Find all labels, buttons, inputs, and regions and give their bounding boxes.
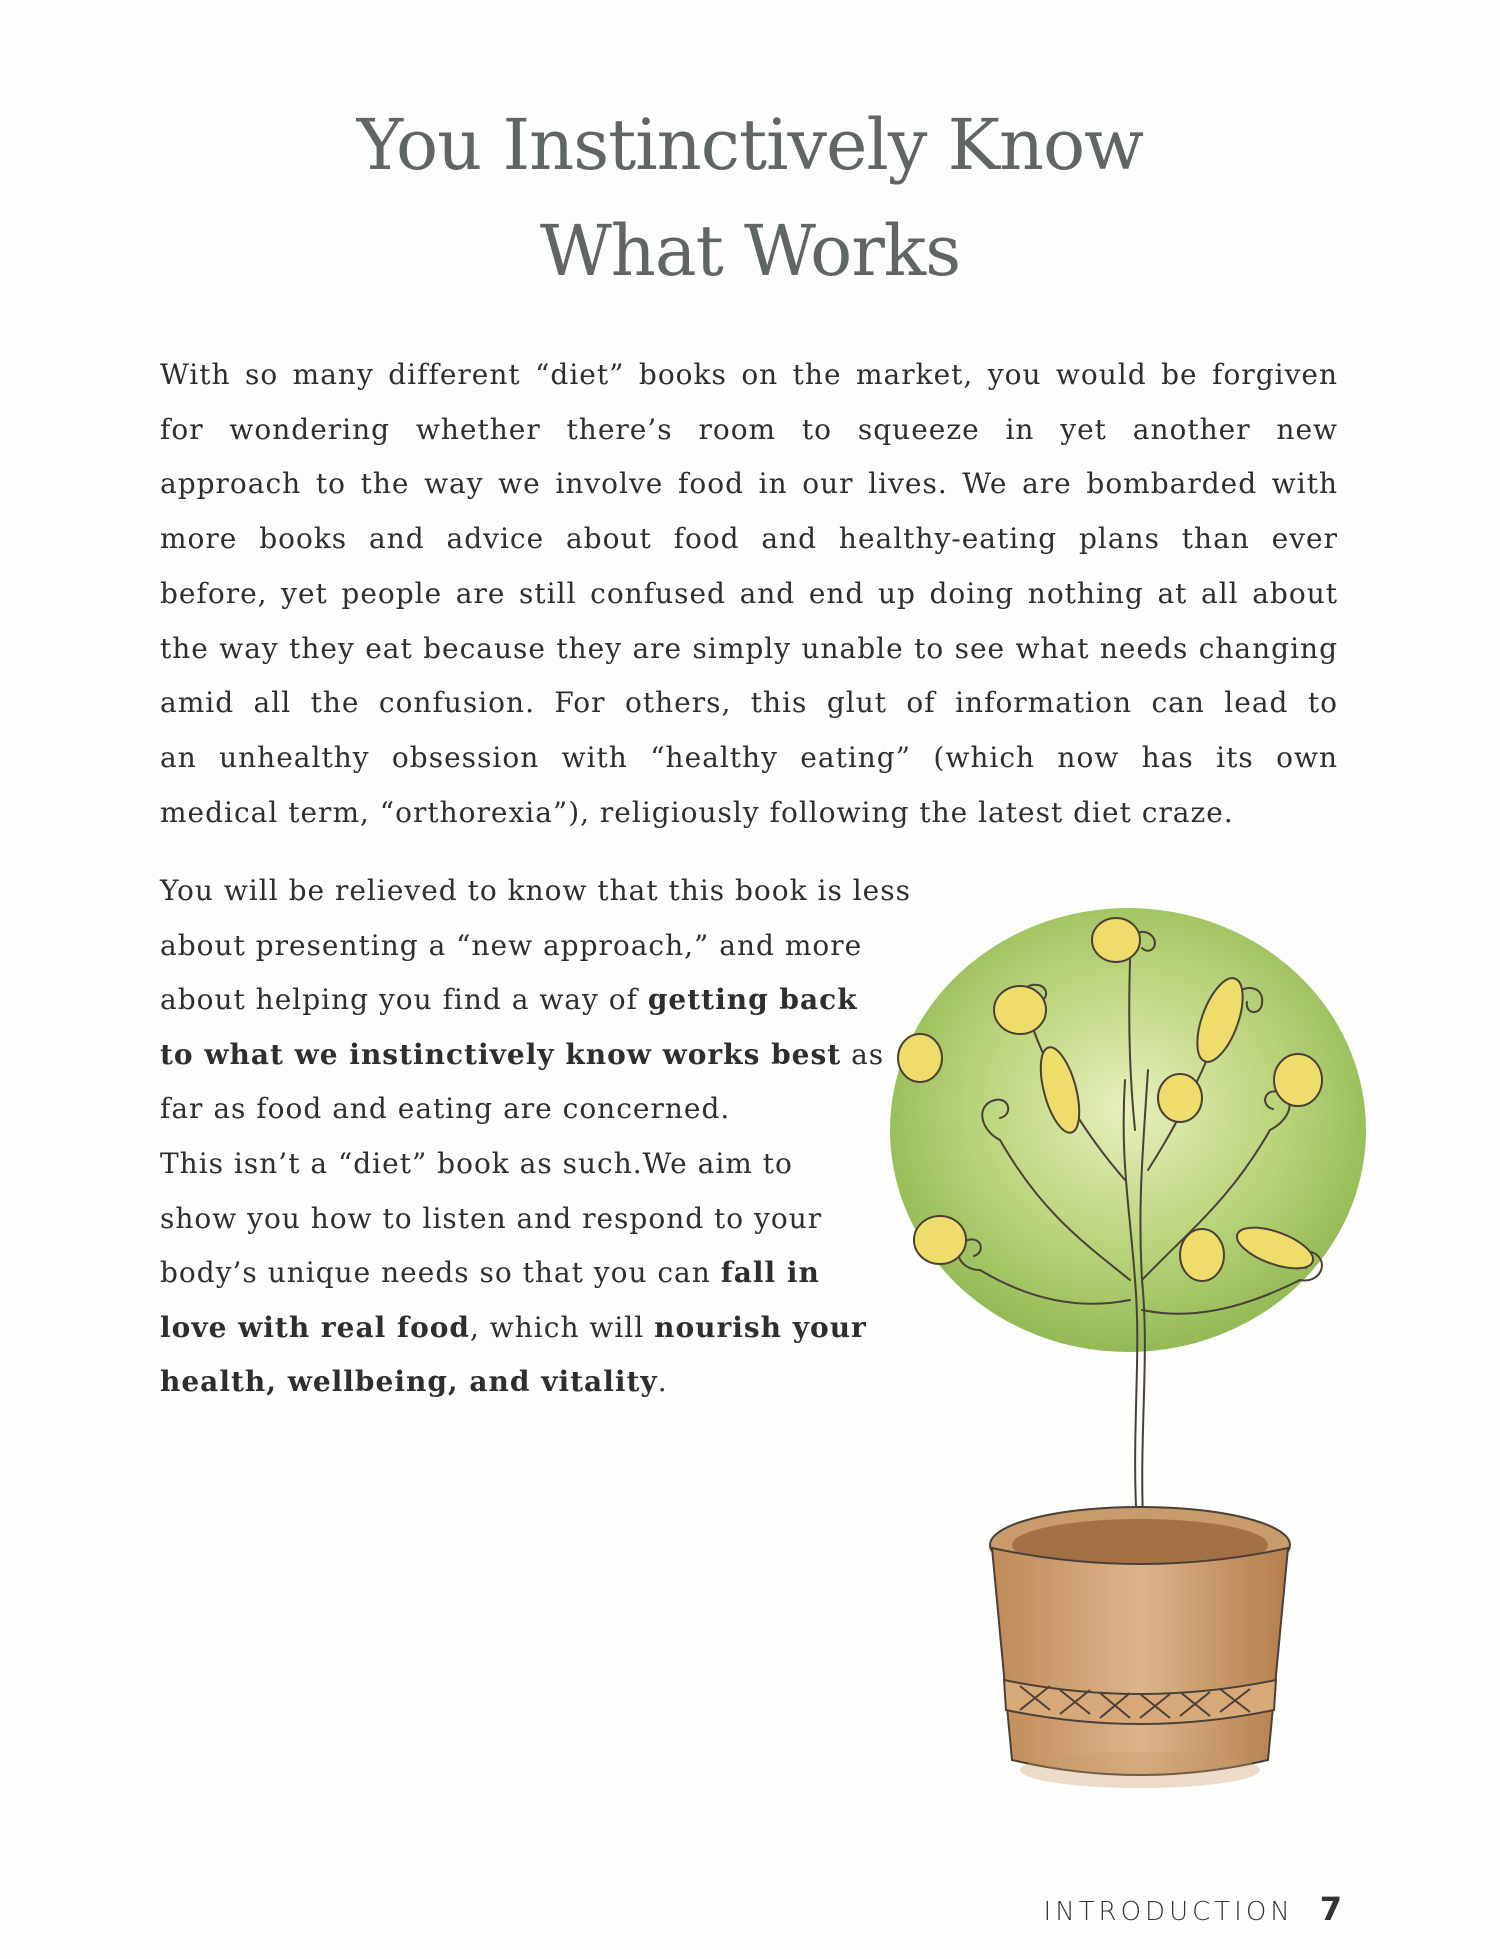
text-line: approach to the way we involve food in our lives. We are bombarded with bbox=[160, 467, 1338, 501]
bold-phrase: to what we instinctively know works best bbox=[160, 1037, 842, 1071]
text-line: With so many different “diet” books on the market, you would be forgiven bbox=[160, 358, 1338, 391]
text-line bbox=[160, 1355, 950, 1410]
title-line-2: What Works bbox=[539, 210, 961, 292]
plant-pot bbox=[990, 1507, 1290, 1788]
text-line: before, yet people are still confused and end up doing nothing at all about bbox=[160, 576, 1338, 610]
page-title bbox=[160, 92, 1340, 304]
text-line: amid all the confusion. For others, this glut of information can lead to bbox=[160, 686, 1338, 720]
text-span: . bbox=[657, 1365, 668, 1399]
text-span: about helping you find a way of bbox=[160, 983, 648, 1017]
page-number: 7 bbox=[1319, 1890, 1342, 1928]
text-line: the way they eat because they are simply unable to see what needs changing bbox=[160, 631, 1338, 665]
text-line: more books and advice about food and healthy-eating plans than ever bbox=[160, 522, 1338, 556]
title-line-1: You Instinctively Know bbox=[356, 104, 1144, 186]
text-line bbox=[160, 1246, 950, 1301]
bold-phrase: love with real food bbox=[160, 1310, 470, 1344]
text-span: body’s unique needs so that you can bbox=[160, 1256, 721, 1290]
text-line: You will be relieved to know that this book is less bbox=[160, 874, 911, 907]
text-line: about presenting a “new approach,” and more bbox=[160, 928, 863, 962]
text-line: far as food and eating are concerned. bbox=[160, 1092, 731, 1126]
text-line bbox=[160, 1301, 950, 1356]
text-line: show you how to listen and respond to your bbox=[160, 1201, 823, 1235]
text-line: medical term, “orthorexia”), religiously following the latest diet craze. bbox=[160, 795, 1234, 829]
text-line bbox=[160, 1028, 950, 1083]
text-line bbox=[160, 973, 950, 1028]
text-line: This isn’t a “diet” book as such.We aim to bbox=[160, 1146, 793, 1180]
bold-phrase: nourish your bbox=[654, 1310, 867, 1344]
bold-phrase: fall in bbox=[720, 1256, 820, 1290]
text-span: , which will bbox=[470, 1310, 655, 1344]
intro-paragraph-2 bbox=[160, 864, 950, 1410]
text-span: as bbox=[841, 1037, 885, 1071]
tree-canopy bbox=[890, 908, 1366, 1352]
section-label: INTRODUCTION bbox=[1043, 1897, 1294, 1927]
text-line: an unhealthy obsession with “healthy eating” (which now has its own bbox=[160, 740, 1338, 774]
text-line: for wondering whether there’s room to squeeze in yet another new bbox=[160, 412, 1338, 446]
bold-phrase: getting back bbox=[647, 983, 858, 1017]
lemon-tree-in-pot-icon bbox=[880, 880, 1400, 1810]
bold-phrase: health, wellbeing, and vitality bbox=[160, 1365, 658, 1399]
page-footer bbox=[1044, 1890, 1342, 1928]
intro-paragraph-1 bbox=[160, 348, 1338, 840]
